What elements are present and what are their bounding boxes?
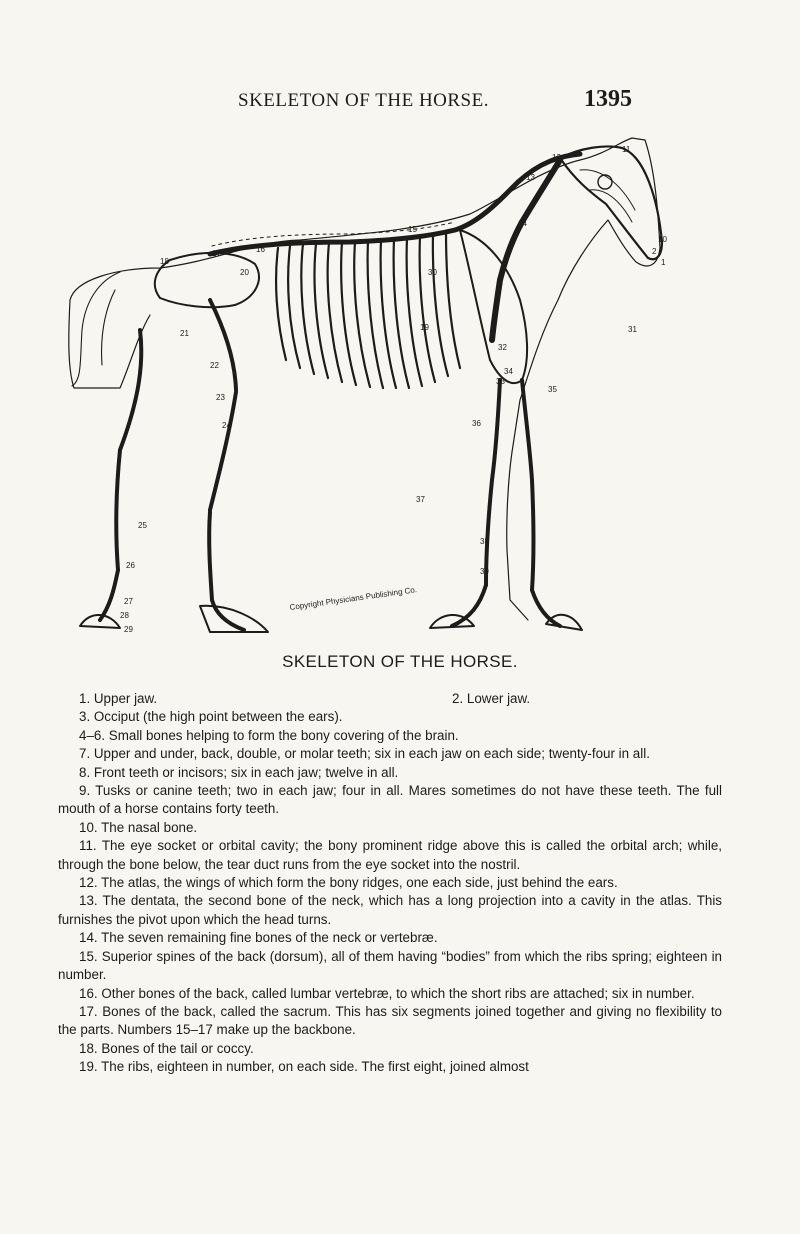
legend-item: 8. Front teeth or incisors; six in each jaw; twelve in all. — [79, 764, 399, 780]
front-legs — [452, 380, 560, 626]
label: 10 — [658, 235, 667, 244]
legend-item: 7. Upper and under, back, double, or molar teeth; six in each jaw on each side; twenty-four in all. — [79, 746, 650, 762]
horse-skeleton-illustration — [60, 130, 750, 650]
legend-item: 10. The nasal bone. — [79, 819, 198, 835]
copyright-stamp: Copyright Physicians Publishing Co. — [289, 585, 418, 612]
legend-item: 2. Lower jaw. — [452, 691, 531, 706]
label: 34 — [504, 367, 513, 376]
label: 18 — [160, 257, 169, 266]
label: 13 — [526, 173, 535, 182]
body-outline — [69, 138, 660, 620]
label: 23 — [216, 393, 225, 402]
legend-item: 14. The seven remaining fine bones of the neck or vertebræ. — [79, 930, 438, 946]
label: 16 — [256, 245, 265, 254]
label: 24 — [222, 421, 231, 430]
skull — [560, 146, 662, 259]
hoof — [200, 606, 268, 632]
label: 33 — [496, 377, 505, 386]
label: 22 — [210, 361, 219, 370]
label: 11 — [622, 145, 631, 154]
label: 38 — [480, 537, 489, 546]
label: 31 — [628, 325, 637, 334]
label: 28 — [120, 611, 129, 620]
label: 21 — [180, 329, 189, 338]
label: 15 — [408, 225, 417, 234]
label: 30 — [428, 268, 437, 277]
legend-item: 9. Tusks or canine teeth; two in each jaw; four in all. Mares sometimes do not have these teeth. The full mouth of a horse contains forty teeth. — [58, 783, 722, 817]
label: 36 — [472, 419, 481, 428]
label: 32 — [498, 343, 507, 352]
label: 20 — [240, 268, 249, 277]
label: 39 — [480, 567, 489, 576]
legend-item: 11. The eye socket or orbital cavity; the bony prominent ridge above this is called the orbital arch; while, through the bone below, the tear duct runs from the eye socket into the nostril. — [58, 838, 722, 872]
label: 37 — [416, 495, 425, 504]
ribs — [276, 231, 460, 388]
label: 27 — [124, 597, 133, 606]
label: 19 — [420, 323, 429, 332]
pelvis — [155, 253, 259, 307]
legend-item: 19. The ribs, eighteen in number, on each side. The first eight, joined almost — [79, 1059, 529, 1075]
legend-item: 3. Occiput (the high point between the ears). — [79, 709, 343, 725]
legend-item: 1. Upper jaw. — [79, 691, 158, 706]
label: 25 — [138, 521, 147, 530]
hind-leg — [100, 300, 244, 630]
legend-item: 15. Superior spines of the back (dorsum), all of them having “bodies” from which the ribs spring; eighteen in number. — [58, 948, 722, 983]
label: 17 — [212, 249, 221, 258]
legend-item: 18. Bones of the tail or coccy. — [79, 1040, 254, 1056]
legend-item: 13. The dentata, the second bone of the neck, which has a long projection into a cavity in the atlas. This furnishes the pivot upon which the head turns. — [58, 893, 722, 927]
label: 2 — [652, 247, 657, 256]
label: 12 — [552, 153, 561, 162]
label: 14 — [518, 219, 527, 228]
label: 26 — [126, 561, 135, 570]
reference-labels — [120, 145, 667, 634]
label: 29 — [124, 625, 133, 634]
tail-outline — [72, 272, 120, 386]
bone-legend — [58, 690, 722, 1077]
legend-item: 17. Bones of the back, called the sacrum. This has six segments joined together and giving no flexibility to the parts. Numbers 15–17 make up the backbone. — [58, 1003, 722, 1038]
figure-caption: SKELETON OF THE HORSE. — [282, 652, 518, 671]
label: 35 — [548, 385, 557, 394]
page-header — [220, 86, 632, 116]
label: 1 — [661, 258, 666, 267]
legend-item: 16. Other bones of the back, called lumbar vertebræ, to which the short ribs are attached; six in number. — [79, 985, 695, 1001]
legend-row-jaws — [58, 690, 722, 708]
legend-item: 12. The atlas, the wings of which form the bony ridges, one each side, just behind the ears. — [79, 875, 618, 891]
legend-item: 4–6. Small bones helping to form the bony covering of the brain. — [79, 727, 459, 743]
running-head: SKELETON OF THE HORSE. — [238, 90, 489, 111]
page-number: 1395 — [584, 86, 632, 112]
neck-vertebrae — [492, 160, 560, 340]
